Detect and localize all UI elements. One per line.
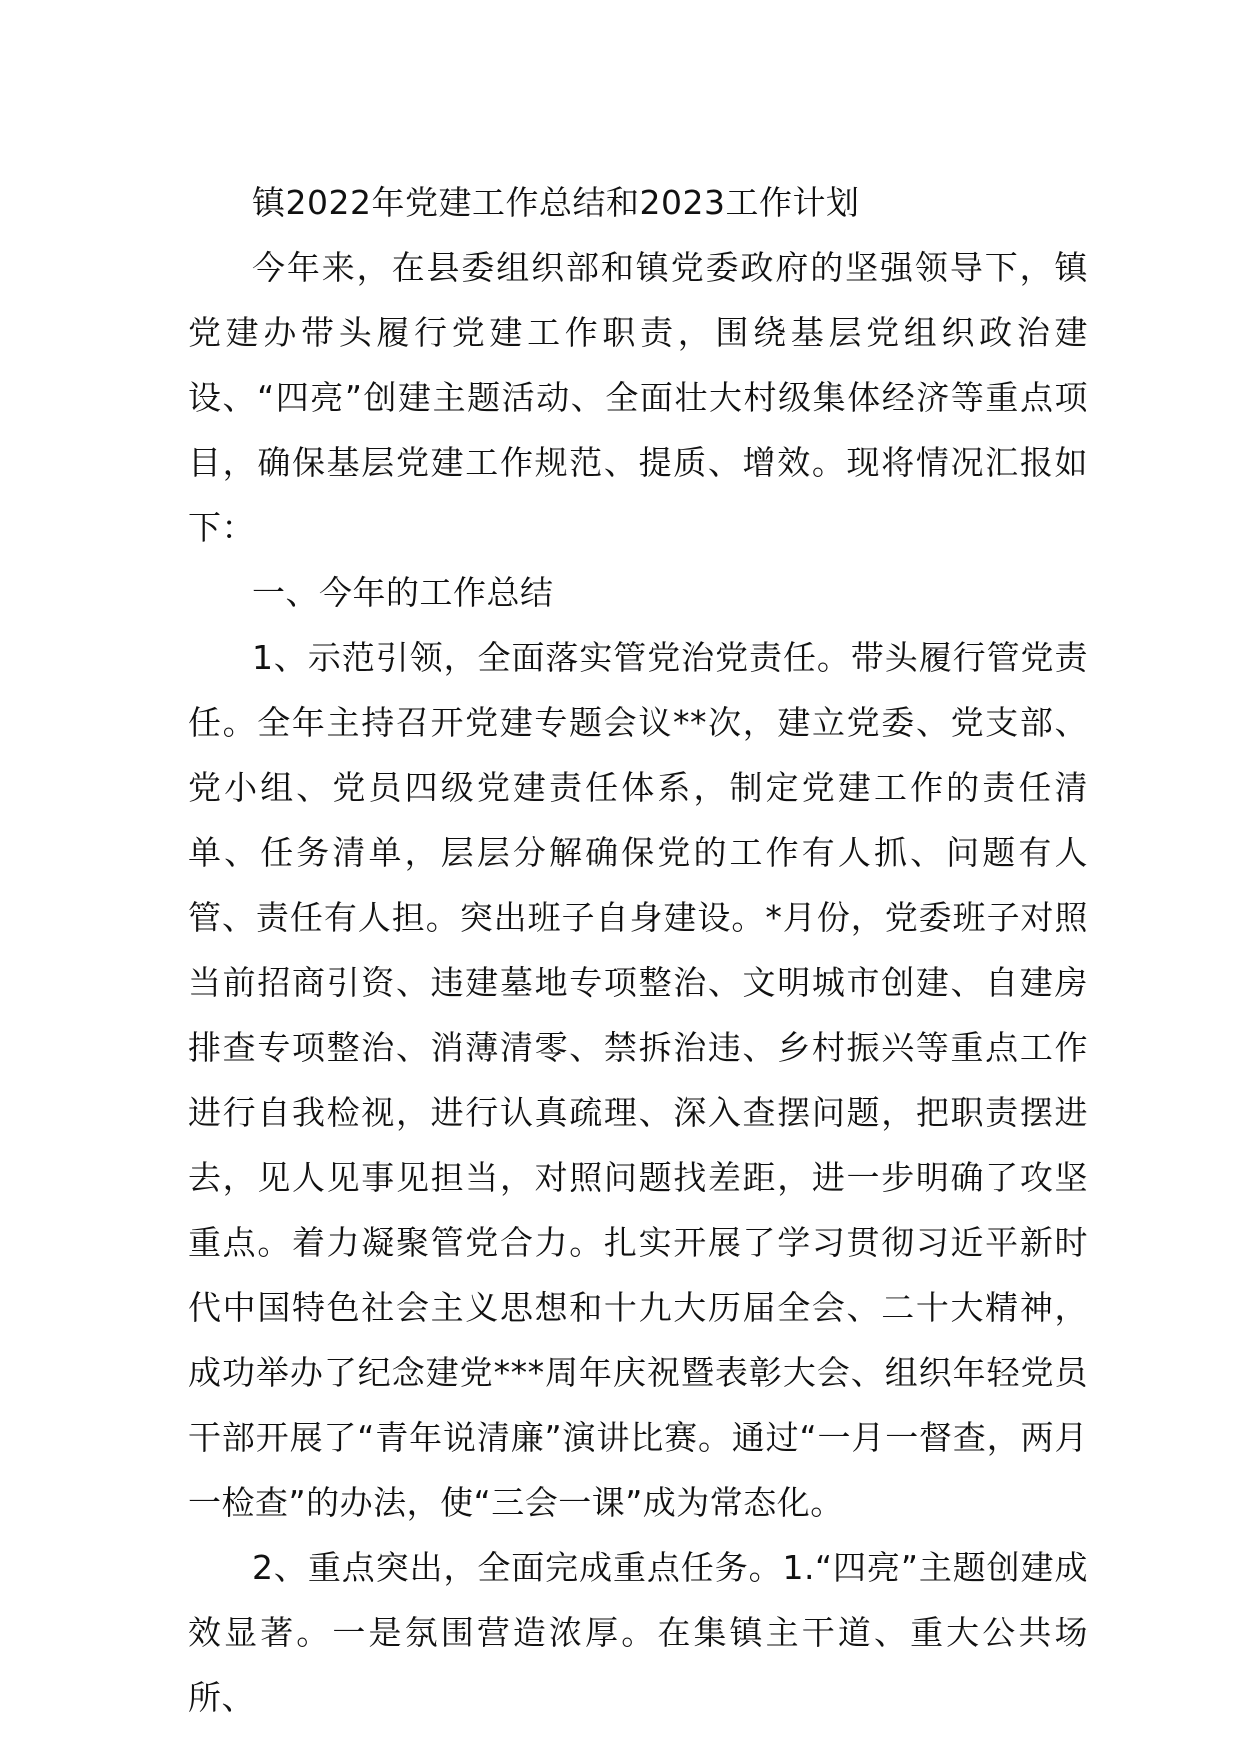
intro-paragraph: 今年来，在县委组织部和镇党委政府的坚强领导下，镇党建办带头履行党建工作职责，围绕基层党组织政治建设、“四亮”创建主题活动、全面壮大村级集体经济等重点项目，确保基层党建工作规范、提质、增效。现将情况汇报如下： [188, 248, 1088, 547]
document-title: 镇2022年党建工作总结和2023工作计划 [252, 183, 860, 222]
document-body [188, 170, 1088, 1730]
section-heading: 一、今年的工作总结 [252, 573, 554, 612]
item-1-paragraph: 1、示范引领，全面落实管党治党责任。带头履行管党责任。全年主持召开党建专题会议**次，建立党委、党支部、党小组、党员四级党建责任体系，制定党建工作的责任清单、任务清单，层层分解确保党的工作有人抓、问题有人管、责任有人担。突出班子自身建设。*月份，党委班子对照当前招商引资、违建墓地专项整治、文明城市创建、自建房排查专项整治、消薄清零、禁拆治违、乡村振兴等重点工作进行自我检视，进行认真疏理、深入查摆问题，把职责摆进去，见人见事见担当，对照问题找差距，进一步明确了攻坚重点。着力凝聚管党合力。扎实开展了学习贯彻习近平新时代中国特色社会主义思想和十九大历届全会、二十大精神，成功举办了纪念建党***周年庆祝暨表彰大会、组织年轻党员干部开展了“青年说清廉”演讲比赛。通过“一月一督查，两月一检查”的办法，使“三会一课”成为常态化。 [188, 638, 1088, 1522]
item-2-paragraph: 2、重点突出，全面完成重点任务。1.“四亮”主题创建成效显著。一是氛围营造浓厚。在集镇主干道、重大公共场所、 [188, 1548, 1088, 1717]
